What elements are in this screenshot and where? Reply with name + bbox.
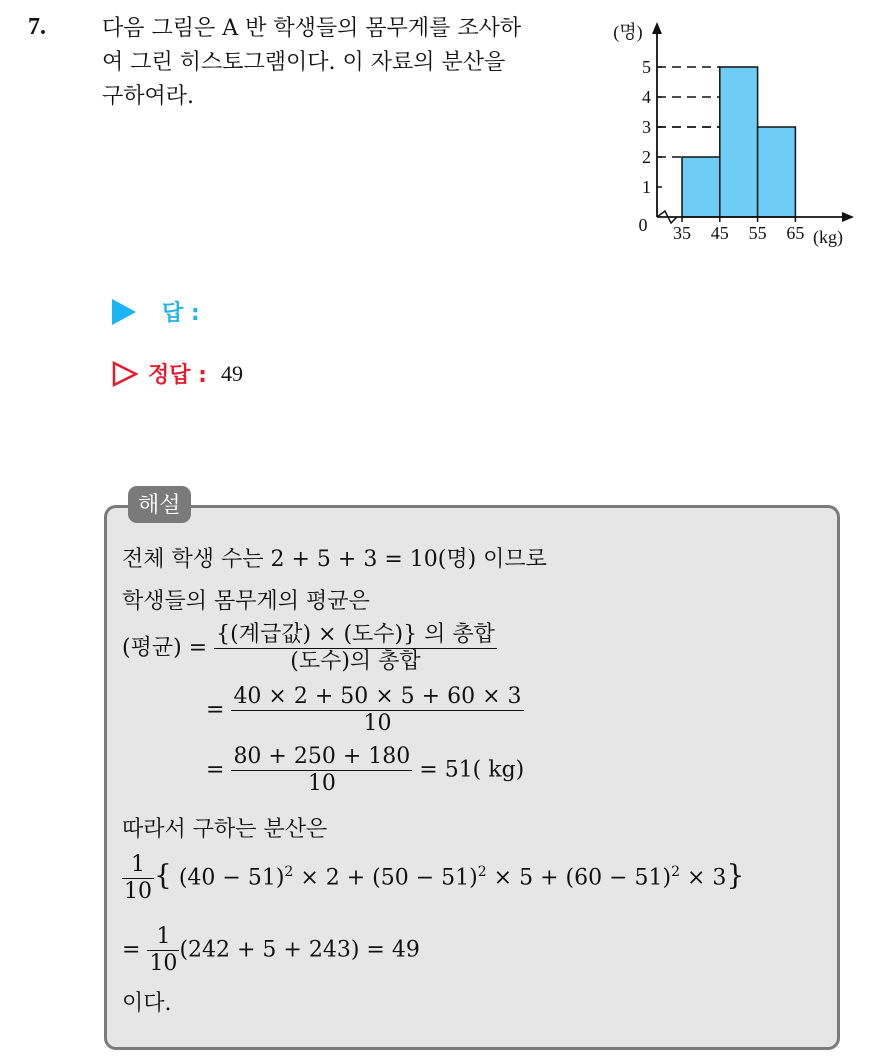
variance-result-eq: = — [122, 937, 141, 963]
mean-step-3 — [206, 744, 524, 797]
variance-coef-den: 10 — [124, 879, 152, 904]
mean-step-2-eq: = — [206, 697, 225, 723]
question-line-2: 여 그린 히스토그램이다. 이 자료의 분산을 — [102, 50, 506, 75]
x-tick-label: 45 — [710, 223, 729, 243]
mean-step-2-den: 10 — [363, 711, 392, 736]
question-text — [102, 12, 592, 114]
correct-answer-row — [112, 358, 243, 389]
x-axis-arrow-icon — [842, 212, 854, 222]
variance-result-coef — [147, 924, 179, 977]
variance-term-4: × 3 — [680, 865, 727, 891]
variance-term-3: × 5 + (60 − 51) — [486, 865, 672, 891]
x-tick-label: 35 — [673, 223, 691, 243]
variance-term-1: (40 − 51) — [171, 865, 285, 891]
y-tick-label: 4 — [642, 87, 651, 107]
y-axis-arrow-icon — [652, 22, 662, 34]
variance-result-coef-num: 1 — [147, 924, 179, 951]
variance-result-coef-den: 10 — [149, 951, 178, 976]
histogram-bar — [720, 67, 758, 217]
mean-formula — [122, 622, 497, 675]
y-tick-label: 0 — [638, 215, 648, 235]
mean-step-3-den: 10 — [307, 771, 336, 796]
solution-tag: 해설 — [128, 486, 191, 523]
y-tick-label: 2 — [642, 147, 651, 167]
mean-fraction-num: {(계급값) × (도수)} 의 총합 — [216, 622, 495, 647]
x-tick-label: 55 — [748, 223, 767, 243]
mean-step-2-fraction — [231, 684, 523, 737]
mean-fraction-den: (도수)의 총합 — [290, 649, 421, 674]
y-tick-label: 5 — [642, 57, 651, 77]
variance-formula — [122, 852, 744, 905]
answer-label: 답 : — [162, 301, 200, 326]
variance-exp-1: 2 — [284, 864, 294, 881]
solution-line-variance-intro: 따라서 구하는 분산은 — [122, 817, 328, 842]
histogram-bar — [682, 157, 720, 217]
correct-answer-value: 49 — [220, 360, 243, 386]
x-axis-label: (kg) — [813, 227, 843, 247]
mean-step-3-eq: = — [206, 757, 225, 783]
question-line-1: 다음 그림은 A 반 학생들의 몸무게를 조사하 — [102, 16, 522, 41]
variance-coef-num: 1 — [122, 852, 154, 879]
x-tick-label: 65 — [786, 223, 805, 243]
histogram-bar — [758, 127, 796, 217]
variance-term-2: × 2 + (50 − 51) — [293, 865, 478, 891]
variance-result-rest: (242 + 5 + 243) = 49 — [179, 937, 420, 963]
play-triangle-icon — [112, 299, 136, 325]
mean-step-2-num: 40 × 2 + 50 × 5 + 60 × 3 — [233, 684, 522, 709]
variance-close-brace: } — [726, 858, 745, 892]
solution-closing: 이다. — [122, 991, 172, 1016]
y-tick-label: 3 — [642, 117, 651, 137]
variance-result — [122, 924, 420, 977]
y-axis-label: (명) — [613, 22, 643, 42]
mean-fraction — [214, 622, 497, 675]
solution-line-mean-intro: 학생들의 몸무게의 평균은 — [122, 589, 370, 614]
correct-answer-label: 정답 : — [148, 363, 207, 388]
histogram-bars — [682, 67, 795, 217]
variance-exp-2: 2 — [477, 864, 487, 881]
y-tick-label: 1 — [642, 177, 651, 197]
variance-exp-3: 2 — [671, 864, 681, 881]
mean-step-3-fraction — [231, 744, 412, 797]
mean-step-3-num: 80 + 250 + 180 — [233, 744, 411, 769]
mean-result: = 51( kg) — [419, 757, 525, 783]
answer-row — [112, 296, 200, 327]
mean-lhs: (평균) = — [122, 635, 208, 661]
question-number: 7. — [28, 14, 46, 40]
histogram-chart — [602, 18, 862, 250]
variance-open-brace: { — [154, 858, 172, 892]
outline-triangle-icon — [112, 361, 138, 387]
solution-line-total: 전체 학생 수는 2 + 5 + 3 = 10(명) 이므로 — [122, 547, 547, 572]
question-line-3: 구하여라. — [102, 84, 195, 109]
variance-coef — [122, 852, 154, 905]
mean-step-2 — [206, 684, 524, 737]
